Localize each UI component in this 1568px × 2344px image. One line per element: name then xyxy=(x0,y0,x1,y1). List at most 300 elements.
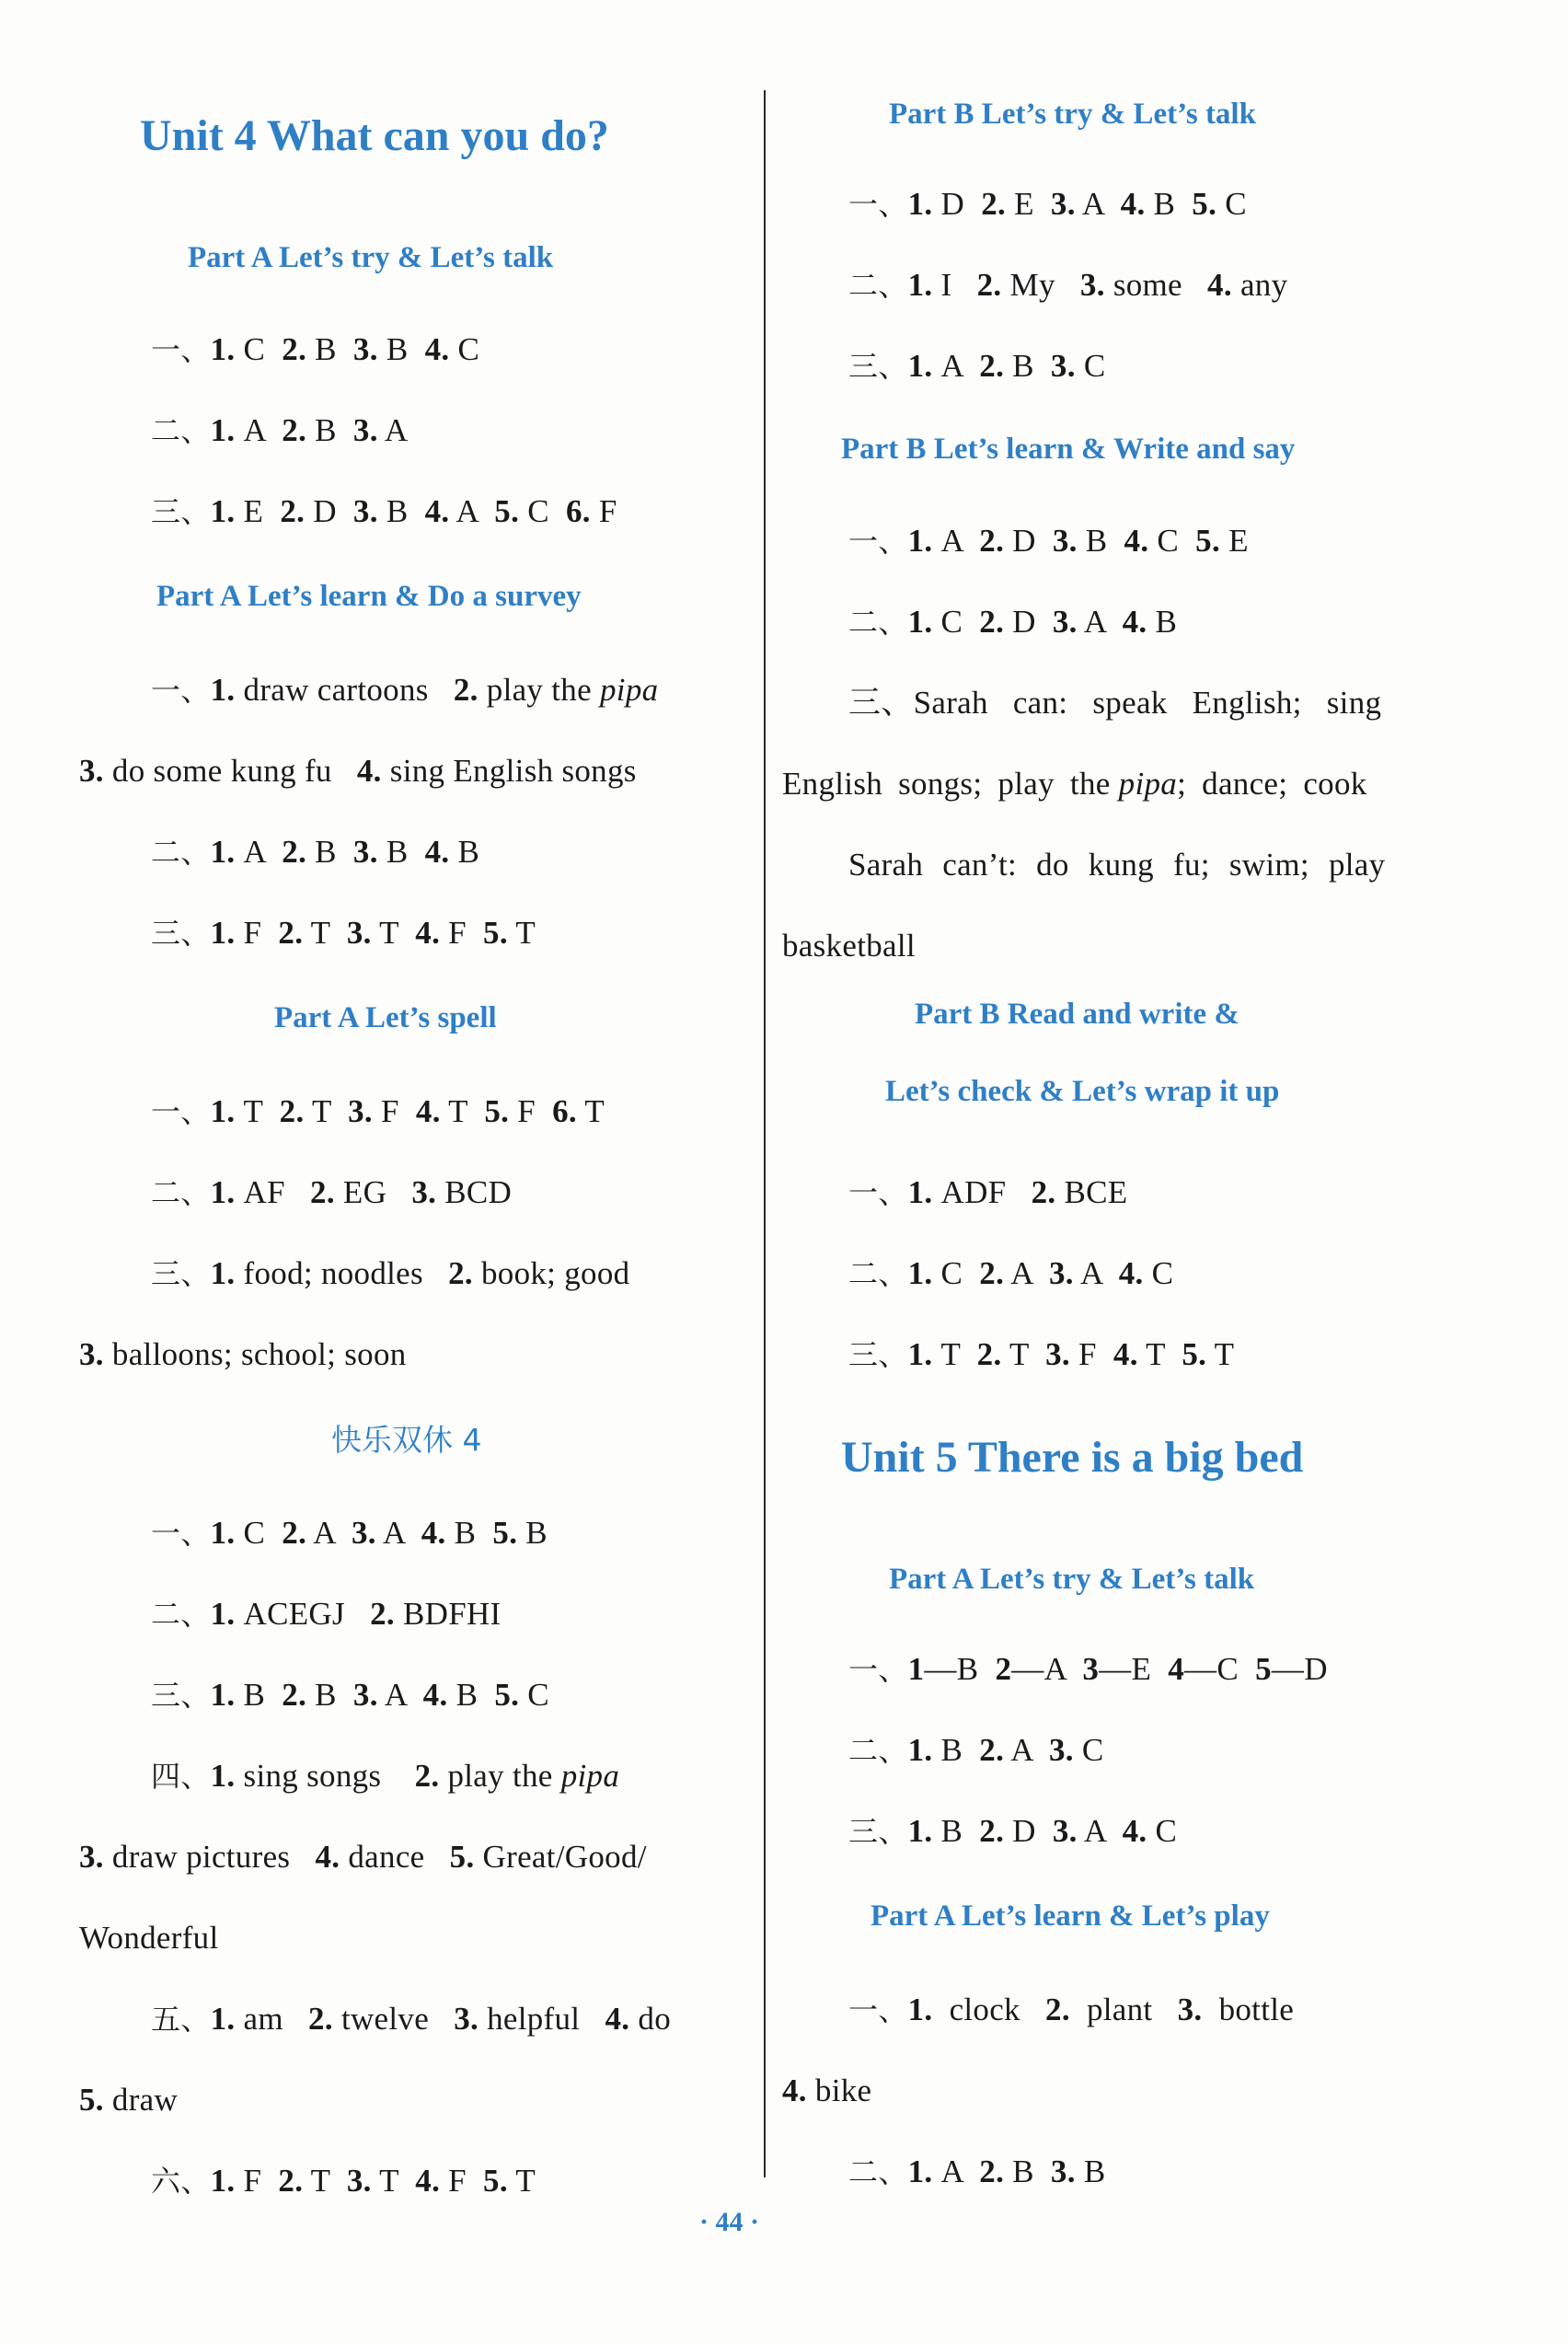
item-number: 2. xyxy=(979,348,1005,384)
section-marker: 二、 xyxy=(151,413,211,448)
item-answer: balloons; school; soon xyxy=(103,1336,407,1372)
heading-u5-part-a-try-talk: Part A Let’s try & Let’s talk xyxy=(889,1563,1255,1596)
item-answer: T xyxy=(932,1336,977,1372)
item-number: 2. xyxy=(282,412,307,448)
answer-italic-text: pipa xyxy=(1118,766,1178,802)
item-answer: any xyxy=(1231,267,1288,303)
item-answer: twelve xyxy=(332,2001,455,2037)
heading-check-wrap-up: Let’s check & Let’s wrap it up xyxy=(885,1075,1280,1108)
item-answer: ACEGJ xyxy=(235,1596,371,1632)
item-number: 4. xyxy=(1120,186,1146,222)
item-answer: sing English songs xyxy=(381,753,637,789)
item-number: 5. xyxy=(483,2163,508,2199)
item-answer: T xyxy=(507,2163,536,2199)
item-number: 3. xyxy=(352,331,378,367)
heading-part-a-spell: Part A Let’s spell xyxy=(274,1001,497,1034)
item-number: 5. xyxy=(1182,1336,1207,1372)
item-number: 2. xyxy=(414,1758,440,1794)
item-answer: I xyxy=(932,267,977,303)
item-answer: B xyxy=(517,1515,548,1551)
item-number: 2. xyxy=(282,1677,307,1713)
item-number: 4. xyxy=(315,1839,340,1875)
item-number: 1. xyxy=(210,493,236,529)
item-number: 5. xyxy=(1195,523,1221,559)
item-number: 6. xyxy=(552,1093,577,1129)
item-answer: sing songs xyxy=(235,1758,415,1794)
item-number: 4. xyxy=(1207,267,1232,303)
item-number: 5. xyxy=(492,1515,518,1551)
item-number: 5. xyxy=(484,1093,510,1129)
item-number: 1. xyxy=(210,331,236,367)
answer-line xyxy=(79,755,637,787)
answer-line xyxy=(151,1517,548,1549)
italic-answer: pipa xyxy=(600,672,659,708)
item-answer: F xyxy=(235,915,279,951)
answer-text: 三、Sarah can: speak English; sing xyxy=(848,685,1382,721)
item-answer: D xyxy=(1004,1813,1053,1849)
item-answer: T xyxy=(440,1093,485,1129)
item-number: 4. xyxy=(424,493,450,529)
section-marker: 一、 xyxy=(151,1094,211,1129)
item-number: 4. xyxy=(782,2073,807,2108)
item-answer: food; noodles xyxy=(235,1255,449,1291)
item-number: 5. xyxy=(483,915,508,951)
item-number: 4 xyxy=(1168,1651,1185,1687)
section-marker: 三、 xyxy=(848,349,908,384)
answer-line xyxy=(848,2155,1105,2188)
item-answer: B xyxy=(1147,604,1178,640)
item-answer: C xyxy=(1147,1813,1178,1849)
item-number: 1. xyxy=(210,1093,236,1129)
item-answer: F xyxy=(440,915,484,951)
item-answer: bike xyxy=(806,2073,872,2108)
section-marker: 二、 xyxy=(848,268,908,303)
item-number: 2. xyxy=(976,1336,1002,1372)
item-number: 1. xyxy=(210,1758,236,1794)
answer-text: Sarah can’t: do kung fu; swim; play xyxy=(848,847,1386,883)
item-answer: C xyxy=(235,331,282,367)
item-number: 1. xyxy=(907,267,933,303)
answer-line xyxy=(151,917,536,949)
item-number: 2. xyxy=(282,1515,307,1551)
item-number: 3. xyxy=(352,1515,376,1551)
item-number: 4. xyxy=(605,2001,630,2037)
item-answer: B xyxy=(306,331,353,367)
item-answer: draw cartoons xyxy=(235,672,454,708)
item-number: 2. xyxy=(979,1813,1005,1849)
answer-line xyxy=(79,2084,178,2116)
item-number: 1. xyxy=(210,1515,236,1551)
item-answer: C xyxy=(519,493,566,529)
item-answer: A xyxy=(1077,604,1123,640)
item-number: 2. xyxy=(1045,1992,1070,2027)
item-answer: B xyxy=(449,834,480,870)
answer-line xyxy=(848,269,1287,301)
item-answer: AF xyxy=(235,1174,311,1210)
item-answer: B xyxy=(447,1677,495,1713)
answer-paragraph-line xyxy=(848,687,1480,719)
heading-part-b-try-talk: Part B Let’s try & Let’s talk xyxy=(889,98,1256,131)
item-answer: A xyxy=(449,493,495,529)
item-number: 1. xyxy=(907,1813,933,1849)
item-number: 3. xyxy=(352,493,378,529)
answer-line xyxy=(848,350,1105,382)
item-number: 6. xyxy=(565,493,591,529)
item-number: 2. xyxy=(979,2153,1005,2189)
item-answer: some xyxy=(1104,267,1208,303)
item-answer: B xyxy=(1145,186,1193,222)
item-number: 1. xyxy=(907,2153,933,2189)
item-answer: —D xyxy=(1271,1651,1328,1687)
item-number: 2. xyxy=(280,493,306,529)
section-marker: 二、 xyxy=(848,1733,908,1768)
item-answer: A xyxy=(377,412,409,448)
section-marker: 一、 xyxy=(848,187,908,222)
section-marker: 一、 xyxy=(848,1992,908,2027)
unit5-title: Unit 5 There is a big bed xyxy=(841,1433,1304,1482)
item-number: 5 xyxy=(1255,1651,1272,1687)
section-marker: 一、 xyxy=(848,1652,908,1687)
item-answer: E xyxy=(1006,186,1051,222)
item-number: 2. xyxy=(979,523,1005,559)
heading-part-b-read-write: Part B Read and write & xyxy=(915,998,1239,1031)
section-marker: 一、 xyxy=(848,1175,908,1210)
item-answer: do some kung fu xyxy=(103,753,357,789)
item-number: 3. xyxy=(1177,1992,1203,2027)
item-answer: C xyxy=(932,604,980,640)
section-marker: 二、 xyxy=(848,605,908,640)
page-number: · 44 · xyxy=(699,2207,760,2237)
item-answer: A xyxy=(932,2153,980,2189)
item-number: 3. xyxy=(1052,604,1078,640)
item-number: 5. xyxy=(494,493,520,529)
item-number: 3. xyxy=(352,412,378,448)
answer-line xyxy=(151,1679,549,1711)
item-answer: E xyxy=(1220,523,1249,559)
section-marker: 二、 xyxy=(848,1256,908,1291)
item-answer: draw pictures xyxy=(103,1839,316,1875)
item-number: 3. xyxy=(346,915,372,951)
item-number: 3. xyxy=(1049,1732,1074,1768)
answer-line xyxy=(151,333,479,365)
item-answer: F xyxy=(235,2163,279,2199)
item-answer: T xyxy=(303,2163,347,2199)
item-answer: A xyxy=(932,523,980,559)
item-number: 1. xyxy=(907,1255,933,1291)
answer-line xyxy=(151,1095,605,1127)
section-marker: 三、 xyxy=(151,916,211,951)
answer-line xyxy=(151,1176,512,1208)
answer-paragraph-line xyxy=(782,930,916,962)
section-marker: 二、 xyxy=(151,835,211,870)
section-marker: 一、 xyxy=(848,524,908,559)
item-number: 2. xyxy=(448,1255,473,1291)
answer-line xyxy=(848,525,1249,557)
item-answer: C xyxy=(235,1515,282,1551)
item-answer: C xyxy=(1143,1255,1174,1291)
answer-line xyxy=(848,1815,1177,1847)
item-answer: F xyxy=(1069,1336,1113,1372)
right-column xyxy=(769,0,1487,2344)
item-answer: D xyxy=(932,186,982,222)
heading-part-b-learn-write: Part B Let’s learn & Write and say xyxy=(841,433,1296,466)
answer-line xyxy=(782,2074,871,2107)
item-answer: A xyxy=(1075,186,1121,222)
item-number: 2 xyxy=(995,1651,1012,1687)
item-number: 5. xyxy=(1192,186,1217,222)
item-answer: C xyxy=(449,331,480,367)
item-answer: plant xyxy=(1069,1992,1178,2027)
answer-line xyxy=(151,674,658,706)
item-number: 2. xyxy=(282,331,307,367)
item-answer: do xyxy=(629,2001,672,2037)
answer-text: basketball xyxy=(782,928,916,964)
section-marker: 三、 xyxy=(151,1256,211,1291)
answer-text: ; dance; cook xyxy=(1177,766,1367,802)
answer-line xyxy=(151,414,408,446)
item-answer: T xyxy=(303,915,347,951)
item-number: 3. xyxy=(1050,186,1076,222)
item-answer: My xyxy=(1001,267,1080,303)
item-number: 2. xyxy=(979,1732,1005,1768)
item-number: 3. xyxy=(1052,1813,1078,1849)
item-answer: F xyxy=(509,1093,553,1129)
item-number: 3. xyxy=(79,1336,104,1372)
item-number: 3. xyxy=(346,2163,372,2199)
item-answer: —E xyxy=(1099,1651,1169,1687)
item-answer: EG xyxy=(334,1174,412,1210)
item-answer: BCD xyxy=(436,1174,513,1210)
item-number: 1. xyxy=(907,348,933,384)
item-answer: A xyxy=(932,348,980,384)
answer-line xyxy=(151,1257,629,1289)
item-number: 1 xyxy=(907,1651,925,1687)
section-marker: 一、 xyxy=(151,332,211,367)
item-number: 3. xyxy=(1079,267,1105,303)
answer-line xyxy=(848,1176,1127,1208)
item-number: 3 xyxy=(1082,1651,1100,1687)
item-number: 3. xyxy=(1052,523,1078,559)
item-number: 2. xyxy=(310,1174,335,1210)
item-answer: BCE xyxy=(1055,1174,1128,1210)
item-answer: B xyxy=(377,493,425,529)
item-answer: A xyxy=(1004,1255,1049,1291)
item-number: 1. xyxy=(210,915,236,951)
item-answer: T xyxy=(507,915,536,951)
answer-line xyxy=(151,1598,502,1630)
item-number: 1. xyxy=(907,1336,933,1372)
item-number: 3. xyxy=(79,1839,104,1875)
item-number: 2. xyxy=(976,267,1002,303)
item-number: 3. xyxy=(1049,1255,1074,1291)
item-number: 3. xyxy=(352,834,378,870)
item-number: 3. xyxy=(352,1677,378,1713)
item-answer: F xyxy=(590,493,617,529)
item-number: 5. xyxy=(79,2082,104,2118)
item-number: 4. xyxy=(421,1515,446,1551)
item-number: 4. xyxy=(424,834,450,870)
item-answer: A xyxy=(306,1515,352,1551)
item-number: 3. xyxy=(454,2001,479,2037)
answer-line xyxy=(848,1653,1328,1685)
item-number: 1. xyxy=(907,1174,933,1210)
item-number: 1. xyxy=(210,412,236,448)
item-answer: —A xyxy=(1011,1651,1083,1687)
section-marker: 四、 xyxy=(151,1759,211,1794)
section-marker: 五、 xyxy=(151,2002,211,2037)
section-marker: 一、 xyxy=(151,673,211,708)
item-number: 4. xyxy=(1122,1813,1147,1849)
answer-line xyxy=(848,606,1177,638)
item-number: 4. xyxy=(1118,1255,1144,1291)
item-number: 1. xyxy=(907,523,933,559)
item-answer: T xyxy=(371,2163,416,2199)
section-marker: 三、 xyxy=(848,1337,908,1372)
answer-text: English songs; play the xyxy=(782,766,1111,802)
item-answer: T xyxy=(304,1093,349,1129)
answer-line xyxy=(79,1338,407,1370)
item-number: 1. xyxy=(210,834,236,870)
section-marker: 二、 xyxy=(151,1175,211,1210)
item-answer: am xyxy=(235,2001,309,2037)
answer-line xyxy=(151,2003,671,2035)
item-answer: B xyxy=(1075,2153,1106,2189)
item-number: 3. xyxy=(411,1174,437,1210)
item-number: 2. xyxy=(453,672,478,708)
item-answer: D xyxy=(1004,523,1053,559)
item-number: 1. xyxy=(210,1596,236,1632)
item-number: 4. xyxy=(356,753,382,789)
section-marker: 三、 xyxy=(848,1814,908,1849)
item-answer: BDFHI xyxy=(394,1596,502,1632)
item-answer: clock xyxy=(932,1992,1046,2027)
heading-part-a-try-talk: Part A Let’s try & Let’s talk xyxy=(188,241,554,274)
item-number: 3. xyxy=(1050,2153,1076,2189)
answer-line xyxy=(848,1257,1173,1289)
item-answer: A xyxy=(1073,1255,1119,1291)
item-answer: F xyxy=(440,2163,484,2199)
item-answer: helpful xyxy=(478,2001,605,2037)
answer-line xyxy=(79,1841,647,1873)
item-answer: —C xyxy=(1184,1651,1256,1687)
item-number: 3. xyxy=(79,753,104,789)
item-number: 2. xyxy=(282,834,307,870)
item-number: 2. xyxy=(979,604,1005,640)
item-number: 2. xyxy=(278,2163,304,2199)
answer-line xyxy=(848,188,1247,220)
section-marker: 三、 xyxy=(151,1678,211,1713)
answer-line xyxy=(151,836,479,868)
answer-line xyxy=(848,1734,1104,1766)
item-answer: T xyxy=(1001,1336,1046,1372)
item-answer: play the xyxy=(478,672,600,708)
item-number: 4. xyxy=(1113,1336,1138,1372)
section-marker: 二、 xyxy=(848,2154,908,2189)
item-answer: T xyxy=(1206,1336,1235,1372)
item-number: 5. xyxy=(494,1677,520,1713)
item-answer: —B xyxy=(924,1651,996,1687)
item-answer: T xyxy=(576,1093,605,1129)
section-marker: 二、 xyxy=(151,1597,211,1632)
item-answer: A xyxy=(235,412,282,448)
item-answer: F xyxy=(372,1093,416,1129)
item-answer: E xyxy=(235,493,281,529)
item-answer: draw xyxy=(103,2082,179,2118)
item-number: 1. xyxy=(210,1255,236,1291)
item-number: 1. xyxy=(210,1677,236,1713)
item-number: 2. xyxy=(981,186,1007,222)
heading-happy-weekend-4: 快乐双休 4 xyxy=(331,1422,482,1458)
item-answer: B xyxy=(932,1732,980,1768)
heading-part-a-learn-survey: Part A Let’s learn & Do a survey xyxy=(156,580,582,613)
item-number: 2. xyxy=(278,915,304,951)
item-number: 4. xyxy=(415,915,441,951)
item-answer: A xyxy=(235,834,282,870)
item-number: 1. xyxy=(907,604,933,640)
heading-u5-part-a-learn-play: Part A Let’s learn & Let’s play xyxy=(870,1899,1270,1933)
item-answer: ADF xyxy=(932,1174,1032,1210)
item-answer: B xyxy=(932,1813,980,1849)
item-number: 2. xyxy=(308,2001,333,2037)
item-number: 2. xyxy=(979,1255,1005,1291)
item-number: 1. xyxy=(907,1992,933,2027)
item-answer: dance xyxy=(340,1839,450,1875)
item-answer: A xyxy=(375,1515,421,1551)
item-number: 1. xyxy=(210,2001,236,2037)
item-answer: play the xyxy=(439,1758,561,1794)
item-answer: B xyxy=(1004,2153,1051,2189)
item-number: 2. xyxy=(1031,1174,1056,1210)
item-answer: B xyxy=(377,834,425,870)
answer-line xyxy=(151,495,617,527)
item-answer: B xyxy=(306,412,353,448)
item-number: 4. xyxy=(424,331,450,367)
item-number: 1. xyxy=(907,186,933,222)
answer-line: Wonderful xyxy=(79,1920,219,1956)
unit4-title: Unit 4 What can you do? xyxy=(140,111,609,160)
answer-paragraph-line xyxy=(782,768,1480,800)
item-answer: T xyxy=(235,1093,280,1129)
item-answer: C xyxy=(1216,186,1247,222)
answer-line xyxy=(848,1338,1234,1370)
item-number: 4. xyxy=(422,1677,448,1713)
item-answer: A xyxy=(1077,1813,1123,1849)
item-number: 3. xyxy=(1050,348,1076,384)
item-answer: C xyxy=(932,1255,980,1291)
item-answer: D xyxy=(305,493,353,529)
item-answer: T xyxy=(371,915,416,951)
item-number: 4. xyxy=(415,1093,441,1129)
item-number: 5. xyxy=(449,1839,475,1875)
answer-line xyxy=(151,2165,536,2197)
section-marker: 三、 xyxy=(151,494,211,529)
item-answer: C xyxy=(1148,523,1196,559)
item-number: 4. xyxy=(1122,604,1147,640)
section-marker: 六、 xyxy=(151,2164,211,2199)
column-divider xyxy=(764,90,766,2177)
answer-line xyxy=(151,1760,619,1792)
item-number: 2. xyxy=(279,1093,305,1129)
item-answer: B xyxy=(235,1677,282,1713)
item-answer: C xyxy=(1075,348,1106,384)
item-number: 1. xyxy=(210,2163,236,2199)
item-answer: C xyxy=(519,1677,549,1713)
answer-line xyxy=(848,1993,1294,2026)
italic-answer: pipa xyxy=(560,1758,620,1794)
item-answer: T xyxy=(1137,1336,1182,1372)
item-number: 3. xyxy=(348,1093,373,1129)
item-answer: D xyxy=(1004,604,1053,640)
